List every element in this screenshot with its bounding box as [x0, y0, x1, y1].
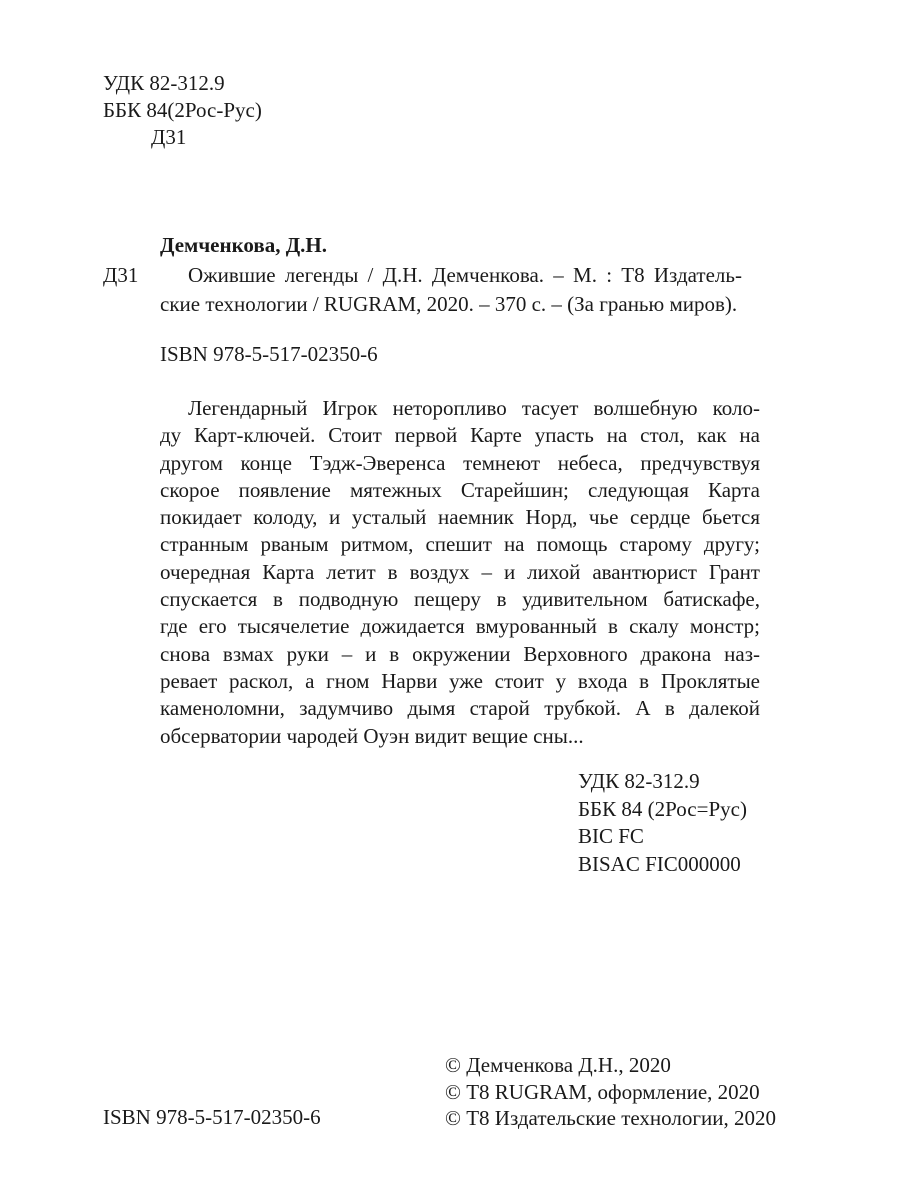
copyright-line: © Т8 Издательские технологии, 2020 — [445, 1106, 776, 1130]
udk-code: УДК 82-312.9 — [578, 769, 700, 793]
copyright-line: © Т8 RUGRAM, оформление, 2020 — [445, 1079, 760, 1104]
bbk-code: ББК 84 (2Рос=Рус) — [578, 796, 747, 821]
annotation-line: ду Карт-ключей. Стоит первой Карте упасть на стол, как на — [160, 423, 760, 448]
bisac-code: BISAC FIC000000 — [578, 851, 741, 876]
classification-codes — [578, 768, 747, 878]
annotation-line: другом конце Тэдж-Эверенса темнеют небеса, предчувствуя — [160, 450, 760, 475]
record-author: Демченкова, Д.Н. — [160, 233, 328, 257]
bibliographic-description — [160, 262, 760, 320]
record-author-mark: Д31 — [103, 263, 139, 287]
annotation-line: каменоломни, задумчиво дымя старой трубкой. А в далекой — [160, 696, 760, 721]
bic-code: BIC FC — [578, 824, 644, 848]
annotation-line: спускается в подводную пещеру в удивительном батискафе, — [160, 587, 760, 612]
annotation-line: где его тысячелетие дожидается вмурованный в скалу монстр; — [160, 614, 760, 639]
copyright-block — [445, 1052, 776, 1132]
description-line: Ожившие легенды / Д.Н. Демченкова. – М. : Т8 Издатель- — [188, 263, 742, 287]
annotation-line: ревает раскол, а гном Нарви уже стоит у входа в Проклятые — [160, 668, 760, 693]
author-mark: Д31 — [151, 125, 187, 149]
annotation-line: скорое появление мятежных Старейшин; следующая Карта — [160, 477, 760, 502]
udk-code: УДК 82-312.9 — [103, 71, 225, 95]
bbk-code: ББК 84(2Рос-Рус) — [103, 98, 262, 122]
annotation-paragraph — [160, 395, 760, 750]
footer-isbn: ISBN 978-5-517-02350-6 — [103, 1105, 321, 1129]
annotation-line: покидает колоду, и усталый наемник Норд, чье сердце бьется — [160, 505, 760, 530]
record-isbn: ISBN 978-5-517-02350-6 — [160, 342, 378, 366]
annotation-line: странным рваным ритмом, спешит на помощь старому другу; — [160, 532, 760, 557]
description-line: ские технологии / RUGRAM, 2020. – 370 с. – (За гранью миров). — [160, 292, 738, 316]
annotation-line: очередная Карта летит в воздух – и лихой авантюрист Грант — [160, 559, 760, 584]
copyright-line: © Демченкова Д.Н., 2020 — [445, 1053, 671, 1077]
header-classification — [103, 70, 262, 151]
annotation-line: Легендарный Игрок неторопливо тасует волшебную коло- — [188, 396, 760, 420]
annotation-line: снова взмах руки – и в окружении Верховного дракона наз- — [160, 641, 760, 666]
annotation-line: обсерватории чародей Оуэн видит вещие сны... — [160, 723, 584, 748]
